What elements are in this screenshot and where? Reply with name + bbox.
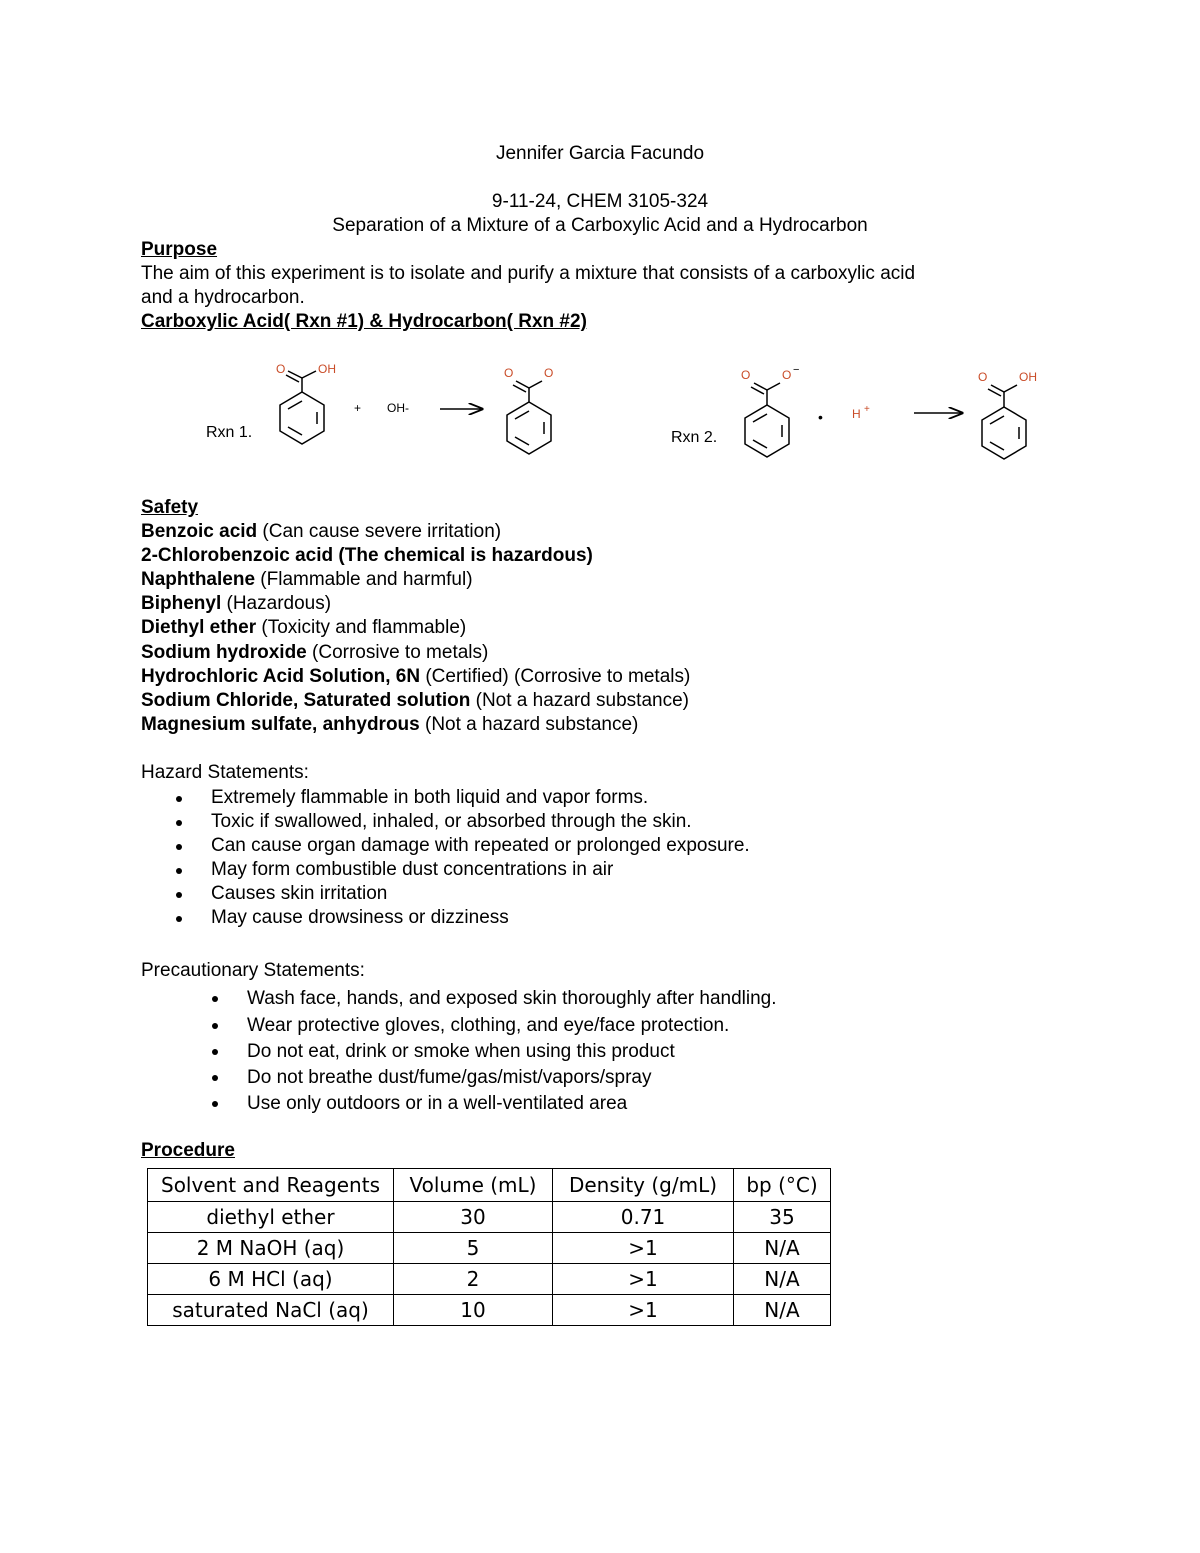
safety-item: Biphenyl (Hazardous)	[141, 593, 332, 614]
hydroxide-label: OH-	[387, 401, 409, 415]
procedure-heading: Procedure	[141, 1140, 235, 1161]
table-cell: saturated NaCl (aq)	[148, 1295, 394, 1326]
svg-text:O: O	[741, 368, 751, 382]
safety-item: 2-Chlorobenzoic acid (The chemical is hazardous)	[141, 545, 593, 566]
hazard-item: Causes skin irritation	[176, 882, 750, 906]
table-cell: 2 M NaOH (aq)	[148, 1233, 394, 1264]
hazard-item: Toxic if swallowed, inhaled, or absorbed through the skin.	[176, 810, 750, 834]
column-header: Density (g/mL)	[553, 1169, 734, 1202]
safety-item: Sodium hydroxide (Corrosive to metals)	[141, 642, 489, 663]
column-header: bp (°C)	[734, 1169, 831, 1202]
svg-text:−: −	[793, 364, 800, 376]
safety-item: Magnesium sulfate, anhydrous (Not a hazard substance)	[141, 714, 639, 735]
svg-text:+: +	[864, 404, 870, 415]
svg-text:OH: OH	[1019, 370, 1037, 384]
rxn2-label: Rxn 2.	[671, 429, 718, 446]
table-cell: 5	[394, 1233, 553, 1264]
safety-heading: Safety	[141, 497, 199, 518]
precautionary-item: Do not breathe dust/fume/gas/mist/vapors/spray	[212, 1065, 777, 1091]
table-cell: >1	[553, 1233, 734, 1264]
table-row	[148, 1202, 831, 1233]
author-name: Jennifer Garcia Facundo	[495, 143, 705, 164]
table-header-row	[148, 1169, 831, 1202]
purpose-heading: Purpose	[141, 239, 218, 260]
proton-label: H	[852, 407, 861, 421]
safety-item: Diethyl ether (Toxicity and flammable)	[141, 617, 467, 638]
table-cell: 35	[734, 1202, 831, 1233]
precautionary-heading: Precautionary Statements:	[141, 960, 365, 981]
svg-text:O: O	[276, 362, 286, 376]
table-row	[148, 1264, 831, 1295]
hazard-item: Can cause organ damage with repeated or prolonged exposure.	[176, 834, 750, 858]
benzoate-structure	[507, 381, 551, 454]
svg-text:O: O	[978, 370, 988, 384]
column-header: Volume (mL)	[394, 1169, 553, 1202]
table-cell: >1	[553, 1295, 734, 1326]
reactions-heading: Carboxylic Acid( Rxn #1) & Hydrocarbon( Rxn #2)	[141, 311, 587, 332]
date-course: 9-11-24, CHEM 3105-324	[491, 191, 709, 212]
table-cell: N/A	[734, 1264, 831, 1295]
table-row	[148, 1295, 831, 1326]
reaction-scheme	[0, 340, 1200, 480]
safety-item: Hydrochloric Acid Solution, 6N (Certified) (Corrosive to metals)	[141, 666, 691, 687]
table-cell: 10	[394, 1295, 553, 1326]
precautionary-item: Use only outdoors or in a well-ventilated area	[212, 1091, 777, 1117]
reagents-table	[147, 1168, 831, 1326]
safety-item: Sodium Chloride, Saturated solution (Not a hazard substance)	[141, 690, 689, 711]
safety-item: Benzoic acid (Can cause severe irritation)	[141, 521, 502, 542]
table-row	[148, 1233, 831, 1264]
benzoic-acid-product-structure	[982, 385, 1026, 459]
table-cell: 2	[394, 1264, 553, 1295]
column-header: Solvent and Reagents	[148, 1169, 394, 1202]
table-cell: >1	[553, 1264, 734, 1295]
table-cell: 30	[394, 1202, 553, 1233]
precautionary-item: Wash face, hands, and exposed skin thoroughly after handling.	[212, 985, 777, 1012]
hazard-list	[176, 786, 750, 930]
hazard-item: May cause drowsiness or dizziness	[176, 906, 750, 930]
table-cell: 0.71	[553, 1202, 734, 1233]
table-cell: diethyl ether	[148, 1202, 394, 1233]
safety-item: Naphthalene (Flammable and harmful)	[141, 569, 473, 590]
svg-text:OH: OH	[318, 362, 336, 376]
precautionary-item: Do not eat, drink or smoke when using this product	[212, 1039, 777, 1065]
precautionary-item: Wear protective gloves, clothing, and eye/face protection.	[212, 1012, 777, 1039]
table-cell: 6 M HCl (aq)	[148, 1264, 394, 1295]
table-cell: N/A	[734, 1295, 831, 1326]
plus-sign-1: +	[354, 401, 362, 415]
benzoate-anion-structure	[745, 383, 789, 457]
plus-sign-2: •	[818, 409, 823, 425]
table-cell: N/A	[734, 1233, 831, 1264]
purpose-text-line-2: and a hydrocarbon.	[141, 287, 305, 308]
hazard-heading: Hazard Statements:	[141, 762, 309, 783]
svg-text:O: O	[504, 366, 514, 380]
benzoic-acid-structure	[280, 371, 324, 444]
purpose-text-line-1: The aim of this experiment is to isolate and purify a mixture that consists of a carboxylic acid	[141, 263, 916, 284]
svg-text:O: O	[782, 368, 792, 382]
hazard-item: May form combustible dust concentrations in air	[176, 858, 750, 882]
document-title: Separation of a Mixture of a Carboxylic Acid and a Hydrocarbon	[332, 215, 868, 236]
rxn1-label: Rxn 1.	[206, 424, 253, 441]
precautionary-list	[212, 985, 777, 1117]
svg-text:O: O	[544, 366, 554, 380]
hazard-item: Extremely flammable in both liquid and vapor forms.	[176, 786, 750, 810]
